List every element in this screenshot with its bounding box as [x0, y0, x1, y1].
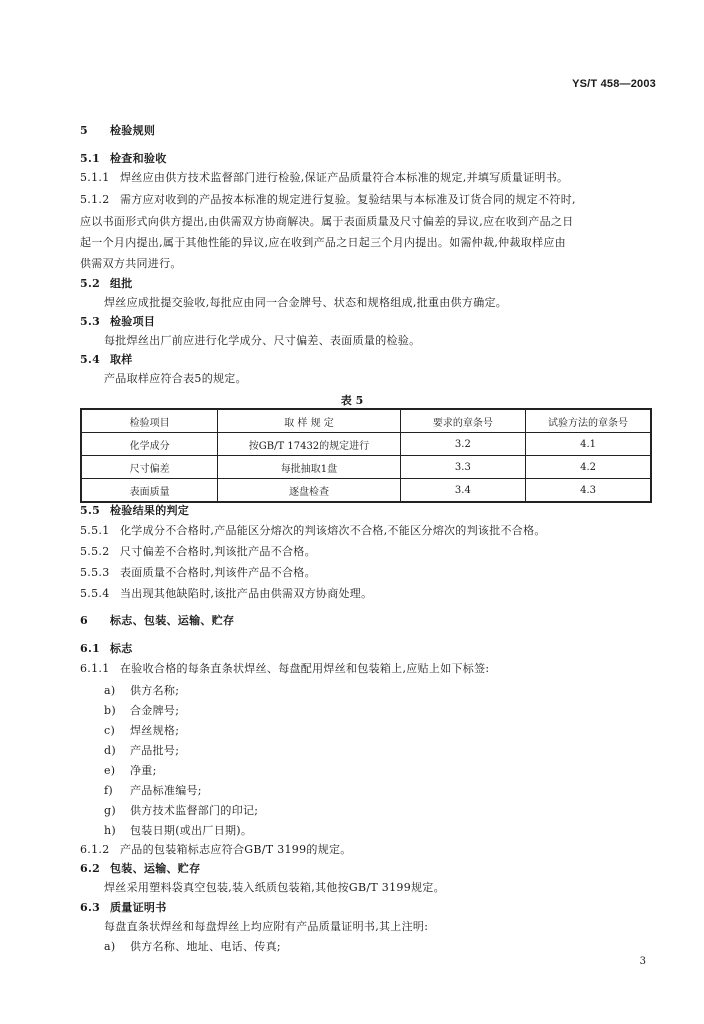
section-title: 标志、包装、运输、贮存: [110, 614, 235, 627]
table-row: [81, 433, 651, 456]
clause-number: 5.5.4: [80, 587, 110, 600]
section-5-4-heading: [80, 353, 133, 367]
section-number: 6: [80, 614, 88, 627]
section-title: 组批: [110, 277, 133, 290]
section-number: 5: [80, 124, 88, 137]
section-6-3-heading: [80, 901, 167, 915]
list-item: [104, 724, 179, 738]
clause-5-5-4: [80, 587, 372, 601]
section-5-4-text: 产品取样应符合表5的规定。: [104, 372, 247, 385]
section-title: 标志: [110, 642, 133, 655]
section-title: 取样: [110, 353, 133, 366]
clause-5-5-3: [80, 566, 316, 580]
section-5-5-heading: [80, 504, 189, 518]
section-6-2-text: 焊丝采用塑料袋真空包装,装入纸质包装箱,其他按GB/T 3199规定。: [104, 881, 445, 894]
list-item: [104, 764, 157, 778]
list-label: e): [104, 764, 116, 777]
section-number: 5.4: [80, 353, 101, 366]
table-cell: 4.2: [526, 456, 651, 479]
list-item: [104, 704, 179, 718]
clause-text: 化学成分不合格时,产品能区分熔次的判该熔次不合格,不能区分熔次的判该批不合格。: [120, 524, 546, 537]
clause-5-1-2-line4: 供需双方共同进行。: [80, 257, 182, 270]
table-header-cell: 试验方法的章条号: [526, 409, 651, 433]
section-title: 检验规则: [110, 124, 156, 137]
list-label: a): [104, 940, 116, 953]
page-number: 3: [639, 956, 646, 967]
clause-number: 5.5.1: [80, 524, 110, 537]
table-row: [81, 456, 651, 479]
table-header-cell: 要求的章条号: [400, 409, 525, 433]
section-5-3-text: 每批焊丝出厂前应进行化学成分、尺寸偏差、表面质量的检验。: [104, 334, 421, 347]
table-cell: 每批抽取1盘: [218, 456, 400, 479]
table-cell: 3.4: [400, 479, 525, 503]
clause-number: 5.5.3: [80, 566, 110, 579]
list-item: [104, 784, 202, 798]
table-cell: 表面质量: [81, 479, 218, 503]
clause-5-5-2: [80, 545, 316, 559]
table-cell: 4.3: [526, 479, 651, 503]
section-6-heading: [80, 614, 234, 628]
list-item: [104, 684, 179, 698]
list-text: 包装日期(或出厂日期)。: [130, 824, 253, 837]
list-item: [104, 940, 281, 954]
clause-text: 焊丝应由供方技术监督部门进行检验,保证产品质量符合本标准的规定,并填写质量证明书。: [120, 171, 569, 184]
section-title: 检验项目: [110, 315, 156, 328]
list-item: [104, 824, 252, 838]
clause-5-1-1: [80, 171, 568, 185]
section-title: 检查和验收: [110, 152, 167, 165]
list-item: [104, 804, 258, 818]
standard-number: YS/T 458—2003: [572, 78, 656, 90]
list-text: 供方技术监督部门的印记;: [130, 804, 259, 817]
clause-text: 当出现其他缺陷时,该批产品由供需双方协商处理。: [120, 587, 373, 600]
table-cell: 3.2: [400, 433, 525, 456]
clause-text: 产品的包装箱标志应符合GB/T 3199的规定。: [120, 843, 352, 856]
section-6-3-text: 每盘直条状焊丝和每盘焊丝上均应附有产品质量证明书,其上注明:: [104, 920, 429, 933]
section-6-1-heading: [80, 642, 133, 656]
table-cell: 按GB/T 17432的规定进行: [218, 433, 400, 456]
list-item: [104, 744, 179, 758]
list-text: 合金牌号;: [130, 704, 180, 717]
clause-5-5-1: [80, 524, 546, 538]
list-text: 产品标准编号;: [130, 784, 202, 797]
list-label: a): [104, 684, 116, 697]
clause-6-1-1: [80, 662, 489, 676]
clause-number: 6.1.2: [80, 843, 110, 856]
clause-number: 6.1.1: [80, 662, 110, 675]
table-header-cell: 取 样 规 定: [218, 409, 400, 433]
list-label: c): [104, 724, 116, 737]
clause-number: 5.5.2: [80, 545, 110, 558]
list-label: f): [104, 784, 113, 797]
list-text: 供方名称、地址、电话、传真;: [130, 940, 281, 953]
section-number: 5.1: [80, 152, 101, 165]
list-label: h): [104, 824, 116, 837]
table-cell: 4.1: [526, 433, 651, 456]
list-label: g): [104, 804, 116, 817]
clause-6-1-2: [80, 843, 352, 857]
clause-number: 5.1.1: [80, 171, 110, 184]
table-cell: 尺寸偏差: [81, 456, 218, 479]
table-5: [80, 408, 652, 503]
clause-text: 需方应对收到的产品按本标准的规定进行复验。复验结果与本标准及订货合同的规定不符时,: [120, 193, 576, 206]
section-5-2-text: 焊丝应成批提交验收,每批应由同一合金牌号、状态和规格组成,批重由供方确定。: [104, 296, 508, 309]
section-title: 包装、运输、贮存: [110, 862, 201, 875]
clause-5-1-2-line2: 应以书面形式向供方提出,由供需双方协商解决。属于表面质量及尺寸偏差的异议,应在收到产品之日: [80, 215, 574, 228]
table-caption: 表 5: [340, 394, 364, 407]
table-row: [81, 479, 651, 503]
table-cell: 逐盘检查: [218, 479, 400, 503]
clause-text: 在验收合格的每条直条状焊丝、每盘配用焊丝和包装箱上,应贴上如下标签:: [120, 662, 490, 675]
section-number: 5.5: [80, 504, 101, 517]
section-5-1-heading: [80, 152, 167, 166]
section-5-heading: [80, 124, 155, 138]
list-label: b): [104, 704, 116, 717]
section-title: 质量证明书: [110, 901, 167, 914]
section-5-2-heading: [80, 277, 133, 291]
clause-number: 5.1.2: [80, 193, 110, 206]
list-text: 供方名称;: [130, 684, 180, 697]
list-text: 净重;: [130, 764, 157, 777]
list-label: d): [104, 744, 116, 757]
section-6-2-heading: [80, 862, 200, 876]
list-text: 产品批号;: [130, 744, 180, 757]
section-number: 6.1: [80, 642, 101, 655]
section-number: 5.2: [80, 277, 101, 290]
section-5-3-heading: [80, 315, 155, 329]
section-title: 检验结果的判定: [110, 504, 190, 517]
clause-5-1-2: [80, 193, 576, 207]
table-header-cell: 检验项目: [81, 409, 218, 433]
list-text: 焊丝规格;: [130, 724, 180, 737]
clause-5-1-2-line3: 起一个月内提出,属于其他性能的异议,应在收到产品之日起三个月内提出。如需仲裁,仲裁取样应由: [80, 236, 566, 249]
section-number: 5.3: [80, 315, 101, 328]
section-number: 6.2: [80, 862, 101, 875]
section-number: 6.3: [80, 901, 101, 914]
table-cell: 3.3: [400, 456, 525, 479]
clause-text: 表面质量不合格时,判该件产品不合格。: [120, 566, 316, 579]
table-header-row: [81, 409, 651, 433]
clause-text: 尺寸偏差不合格时,判该批产品不合格。: [120, 545, 316, 558]
table-cell: 化学成分: [81, 433, 218, 456]
